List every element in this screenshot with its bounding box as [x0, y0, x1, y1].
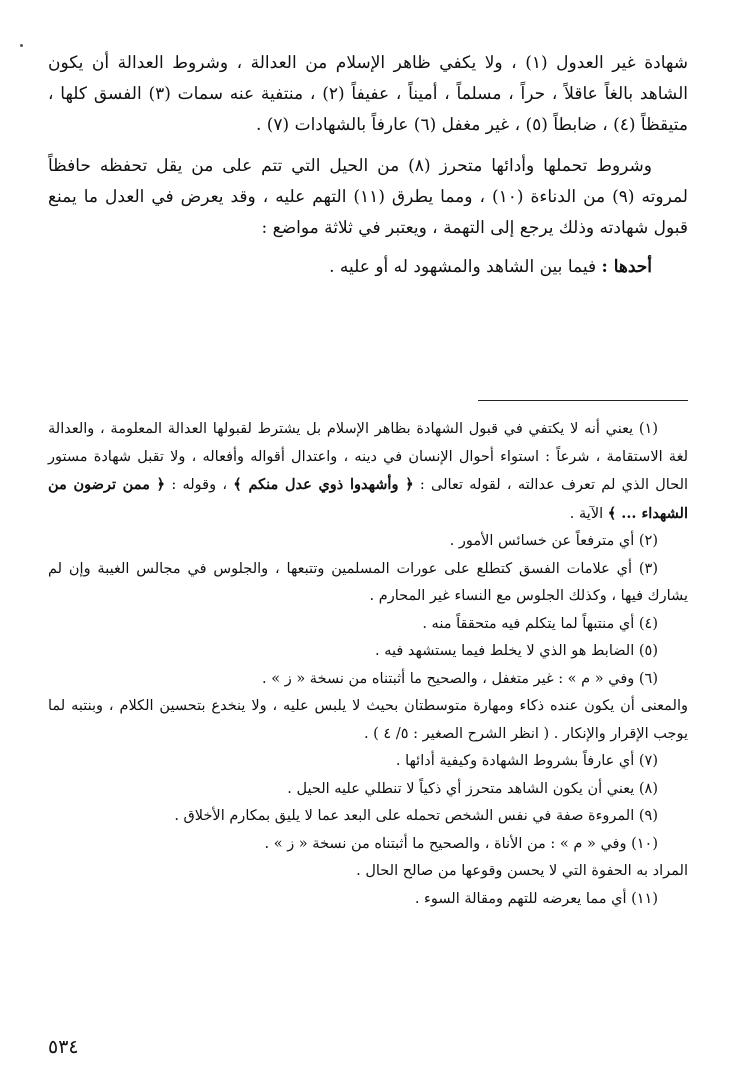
footnote-1 [48, 416, 688, 528]
footnote-3 [48, 556, 688, 611]
book-page [48, 48, 688, 1058]
item-1-text: فيما بين الشاهد والمشهود له أو عليه . [329, 257, 597, 277]
footnote-11: (١١) أي مما يعرضه للتهم ومقالة السوء . [414, 890, 658, 907]
item-1-label: أحدها : [601, 257, 652, 277]
footnote-7: (٧) أي عارفاً بشروط الشهادة وكيفية أدائها . [395, 753, 658, 769]
footnote-3-text: (٣) أي علامات الفسق كتطلع على عورات المسلمين وتتبعها ، والجلوس في مجالس الغيبة وإن لم يشارك فيها ، وكذلك الجلوس مع النساء غير المحارم . [48, 560, 688, 604]
footnote-1-middle: ، وقوله : [171, 477, 228, 493]
footnote-9: (٩) المروءة صفة في نفس الشخص تحمله على البعد عما لا يليق بمكارم الأخلاق . [174, 808, 658, 824]
paragraph-1: شهادة غير العدول (١) ، ولا يكفي ظاهر الإسلام من العدالة ، وشروط العدالة أن يكون الشاهد بالغاً عاقلاً ، حراً ، مسلماً ، أميناً ، عفيفاً (٢) ، منتفية عنه سمات (٣) الفسق كلها ، متيقظاً (٤) ، ضابطاً (٥) ، غير مغفل (٦) عارفاً بالشهادات (٧) . [48, 53, 689, 135]
footnote-2: (٢) أي مترفعاً عن خسائس الأمور . [449, 533, 658, 549]
footnote-1-quote-1: ﴿ وأشهدوا ذوي عدل منكم ﴾ [233, 476, 414, 493]
footnote-4: (٤) أي منتبهاً لما يتكلم فيه متحققاً منه . [422, 615, 658, 632]
footnotes [48, 416, 688, 913]
footnote-6-continuation: والمعنى أن يكون عنده ذكاء ومهارة متوسطتان بحيث لا يلبس عليه ، ولا ينخدع بتحسين الكلام ، وبنتبه لما يوجب الإقرار والإنكار . ( انظر الشرح الصغير : ٥/ ٤ ) . [48, 698, 688, 742]
paragraph-2: وشروط تحملها وأدائها متحرز (٨) من الحيل التي تتم على من يقل تحفظه حافظاً لمروته (٩) من الدناءة (١٠) ، ومما يطرق (١١) التهم عليه ، وقد يعرض في العدل ما يمنع قبول شهادته وذلك يرجع إلى التهمة ، ويعتبر في ثلاثة مواضع : [48, 156, 688, 238]
footnote-separator [478, 400, 688, 401]
footnote-10-continuation: المراد به الحفوة التي لا يحسن وقوعها من صالح الحال . [356, 863, 688, 879]
page-number: ٥٣٤ [48, 1036, 79, 1058]
footnote-10: (١٠) وفي « م » : من الأناة ، والصحيح ما أثبتناه من نسخة « ز » . [264, 835, 658, 852]
main-text [48, 48, 688, 283]
footnote-1-text: (١) يعني أنه لا يكتفي في قبول الشهادة بظاهر الإسلام بل يشترط لقبولها العدالة المعلومة ، والعدالة لغة الاستقامة ، شرعاً : استواء أحوال الإنسان في دينه ، واعتدال أقواله وأفعاله ، ولا تقبل شهادة مستور الحال الذي لم تعرف عدالته ، لقوله تعالى : [48, 421, 689, 493]
footnote-8: (٨) يعني أن يكون الشاهد متحرز أي ذكياً لا تنطلي عليه الحيل . [287, 780, 658, 797]
footnote-6: (٦) وفي « م » : غير متغفل ، والصحيح ما أثبتناه من نسخة « ز » . [262, 670, 658, 687]
footnote-5: (٥) الضابط هو الذي لا يخلط فيما يستشهد فيه . [375, 643, 658, 659]
enumerated-item-1 [48, 252, 688, 283]
stray-mark [20, 44, 23, 47]
footnote-1-quote-2: ﴿ ممن ترضون من الشهداء ... ﴾ [48, 476, 688, 522]
footnote-1-end: الآية . [569, 505, 604, 522]
